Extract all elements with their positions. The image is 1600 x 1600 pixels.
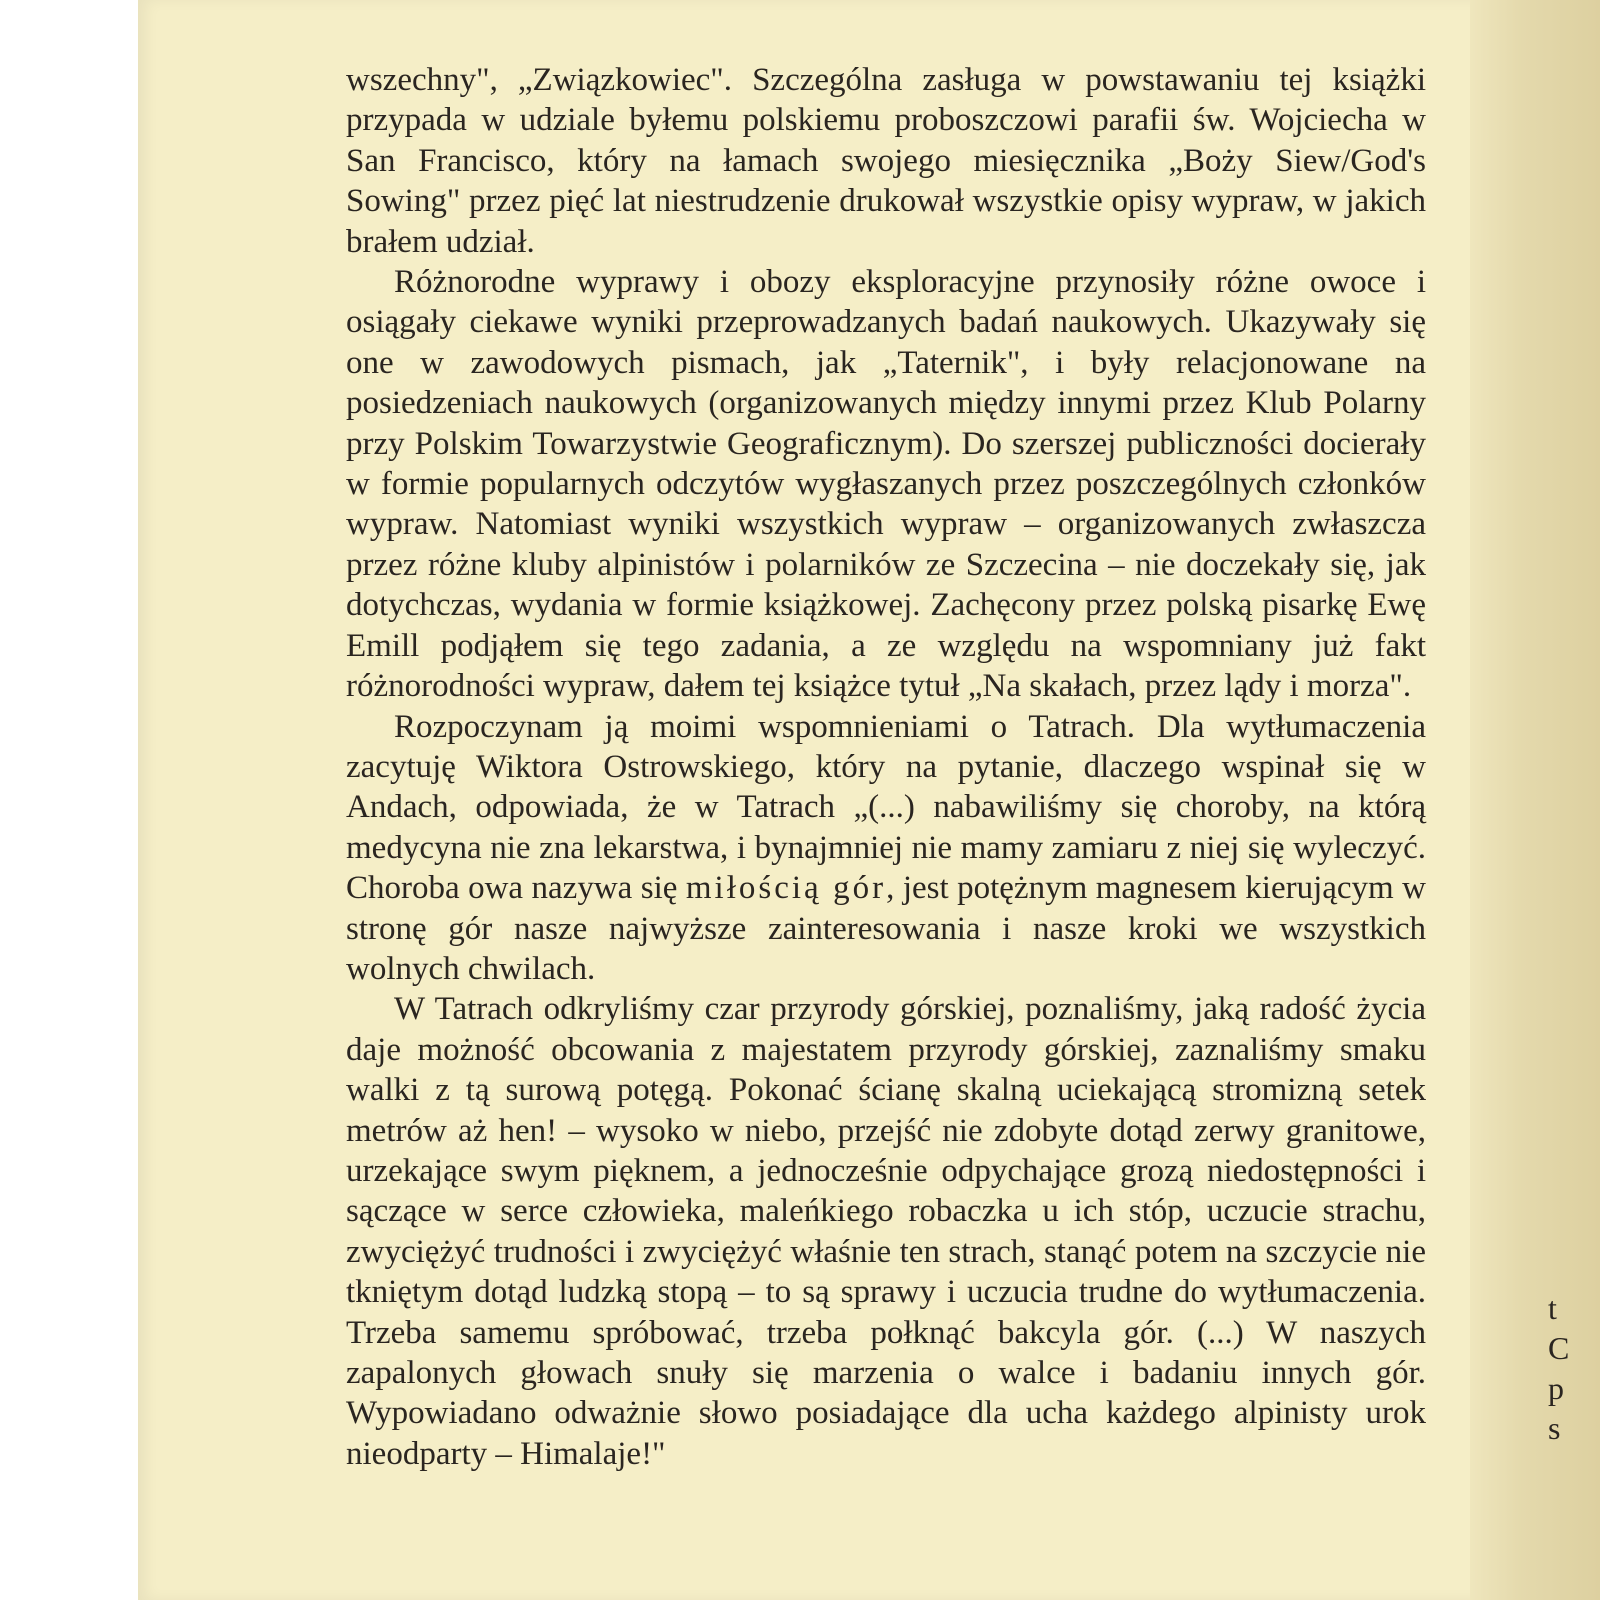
body-text — [346, 60, 1426, 1474]
facing-page-edge — [1470, 0, 1600, 1600]
paragraph-3-emphasis: miłością gór — [685, 870, 887, 907]
paragraph-2: Różnorodne wyprawy i obozy eksploracyjne przynosiły różne owoce i osiągały ciekawe wyniki przeprowadzanych badań naukowych. Ukazywały się one w zawodowych pismach, jak „Taternik", i były relacjonowane na posiedzeniach naukowych (organizowanych między innymi przez Klub Polarny przy Polskim Towarzystwie Geograficznym). Do szerszej publiczności docierały w formie popularnych odczytów wygłaszanych przez poszczególnych członków wypraw. Natomiast wyniki wszystkich wypraw – organizowanych zwłaszcza przez różne kluby alpinistów i polarników ze Szczecina – nie doczekały się, jak dotychczas, wydania w formie książkowej. Zachęcony przez polską pisarkę Ewę Emill podjąłem się tego zadania, a ze względu na wspomniany już fakt różnorodności wypraw, dałem tej książce tytuł „Na skałach, przez lądy i morza". — [346, 264, 1426, 705]
paragraph-3 — [346, 707, 1426, 990]
paragraph-3-after: , jest potężnym magnesem kierującym w stronę gór nasze najwyższe zainteresowania i nasze kroki we wszystkich wolnych chwilach. — [346, 870, 1426, 987]
paragraph-4: W Tatrach odkryliśmy czar przyrody górskiej, poznaliśmy, jaką radość życia daje możność obcowania z majestatem przyrody górskiej, zaznaliśmy smaku walki z tą surową potęgą. Pokonać ścianę skalną uciekającą stromizną setek metrów aż hen! – wysoko w niebo, przejść nie zdobyte dotąd zerwy granitowe, urzekające swym pięknem, a jednocześnie odpychające grozą niedostępności i sączące w serce człowieka, maleńkiego robaczka u ich stóp, uczucie strachu, zwyciężyć trudności i zwyciężyć właśnie ten strach, stanąć potem na szczycie nie tkniętym dotąd ludzką stopą – to są sprawy i uczucia trudne do wytłumaczenia. Trzeba samemu spróbować, trzeba połknąć bakcyla gór. (...) W naszych zapalonych głowach snuły się marzenia o walce i badaniu innych gór. Wypowiadano odważnie słowo posiadające dla ucha każdego alpinisty urok nieodparty – Himalaje!" — [346, 991, 1426, 1472]
facing-page-fragments — [1548, 1288, 1569, 1448]
paragraph-1: wszechny", „Związkowiec". Szczególna zasługa w powstawaniu tej książki przypada w udziale byłemu polskiemu proboszczowi parafii św. Wojciecha w San Francisco, który na łamach swojego miesięcznika „Boży Siew/God's Sowing" przez pięć lat niestrudzenie drukował wszystkie opisy wypraw, w jakich brałem udział. — [346, 62, 1426, 260]
fragment-1: t — [1548, 1290, 1557, 1326]
fragment-4: s — [1548, 1410, 1561, 1446]
paragraph-3-before: Rozpoczynam ją moimi wspomnieniami o Tatrach. Dla wytłumaczenia zacytuję Wiktora Ostrowskiego, który na pytanie, dlaczego wspinał się w Andach, odpowiada, że w Tatrach „(...) nabawiliśmy się choroby, na którą medycyna nie zna lekarstwa, i bynajmniej nie mamy zamiaru z niej się wyleczyć. Choroba owa nazywa się — [346, 708, 1426, 907]
fragment-3: p — [1548, 1370, 1564, 1406]
fragment-2: C — [1548, 1330, 1570, 1366]
